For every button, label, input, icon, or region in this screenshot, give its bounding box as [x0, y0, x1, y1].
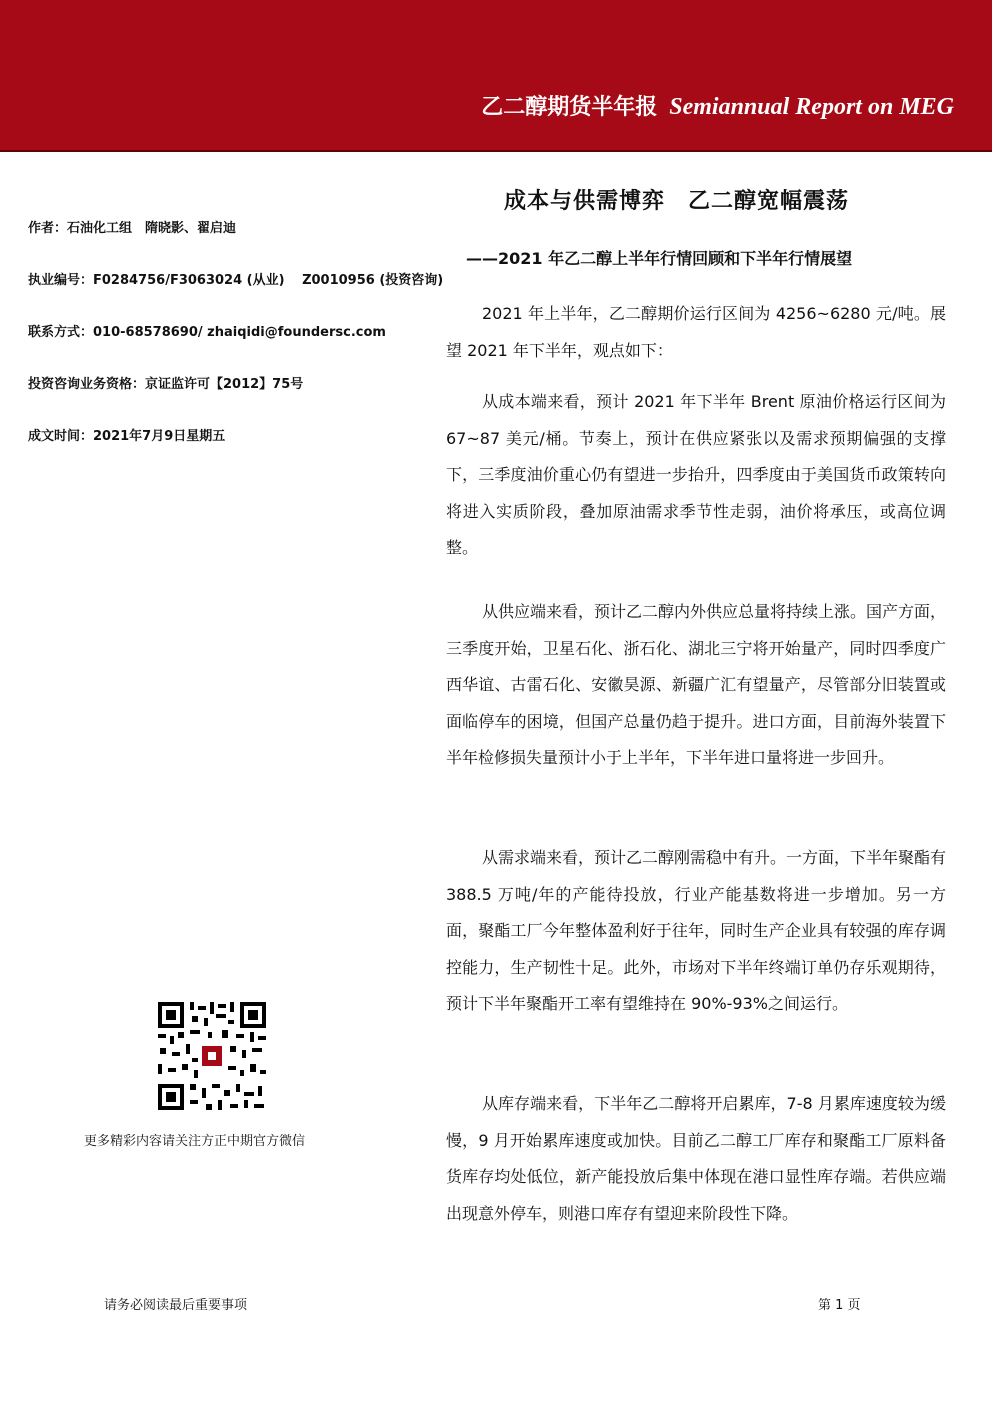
paragraph-demand: 从需求端来看，预计乙二醇刚需稳中有升。一方面，下半年聚酯有 388.5 万吨/年的产能待投放，行业产能基数将进一步增加。另一方面，聚酯工厂今年整体盈利好于往年，同时生产企业具有较强的库存调控能力，生产韧性十足。此外，市场对下半年终端订单仍存乐观期待，预计下半年聚酯开工率有望维持在 90%-93%之间运行。 — [446, 848, 947, 1013]
qualification-info: 投资咨询业务资格：京证监许可【2012】75号 — [28, 377, 304, 392]
report-title-cn: 乙二醇期货半年报 — [481, 95, 658, 120]
paragraph-intro: 2021 年上半年，乙二醇期价运行区间为 4256~6280 元/吨。展望 2021 年下半年，观点如下： — [446, 304, 946, 360]
author-info: 作者：石油化工组 隋晓影、翟启迪 — [28, 221, 237, 236]
footer-notice: 请务必阅读最后重要事项 — [104, 1298, 248, 1313]
qr-caption: 更多精彩内容请关注方正中期官方微信 — [84, 1134, 306, 1149]
qr-code-icon[interactable] — [156, 1000, 268, 1112]
header-banner — [0, 0, 992, 152]
page-subtitle: ——2021 年乙二醇上半年行情回顾和下半年行情展望 — [466, 249, 853, 268]
report-title-en: Semiannual Report on MEG — [669, 94, 954, 120]
contact-info: 联系方式：010-68578690/ zhaiqidi@foundersc.com — [28, 325, 386, 340]
paragraph-supply: 从供应端来看，预计乙二醇内外供应总量将持续上涨。国产方面，三季度开始，卫星石化、浙石化、湖北三宁将开始量产，同时四季度广西华谊、古雷石化、安徽昊源、新疆广汇有望量产，尽管部分旧装置或面临停车的困境，但国产总量仍趋于提升。进口方面，目前海外装置下半年检修损失量预计小于上半年，下半年进口量将进一步回升。 — [446, 602, 947, 767]
license-info: 执业编号：F0284756/F3063024 (从业) Z0010956 (投资咨询) — [28, 273, 444, 288]
report-title — [481, 90, 954, 121]
date-info: 成文时间：2021年7月9日星期五 — [28, 429, 226, 444]
page-title: 成本与供需博弈 乙二醇宽幅震荡 — [504, 189, 850, 214]
paragraph-inventory: 从库存端来看，下半年乙二醇将开启累库，7-8 月累库速度较为缓慢，9 月开始累库速度或加快。目前乙二醇工厂库存和聚酯工厂原料备货库存均处低位，新产能投放后集中体现在港口显性库存端。若供应端出现意外停车，则港口库存有望迎来阶段性下降。 — [446, 1094, 946, 1223]
page-number: 第 1 页 — [818, 1298, 861, 1313]
paragraph-cost: 从成本端来看，预计 2021 年下半年 Brent 原油价格运行区间为 67~87 美元/桶。节奏上，预计在供应紧张以及需求预期偏强的支撑下，三季度油价重心仍有望进一步抬升，四季度由于美国货币政策转向将进入实质阶段，叠加原油需求季节性走弱，油价将承压，或高位调整。 — [446, 392, 946, 557]
